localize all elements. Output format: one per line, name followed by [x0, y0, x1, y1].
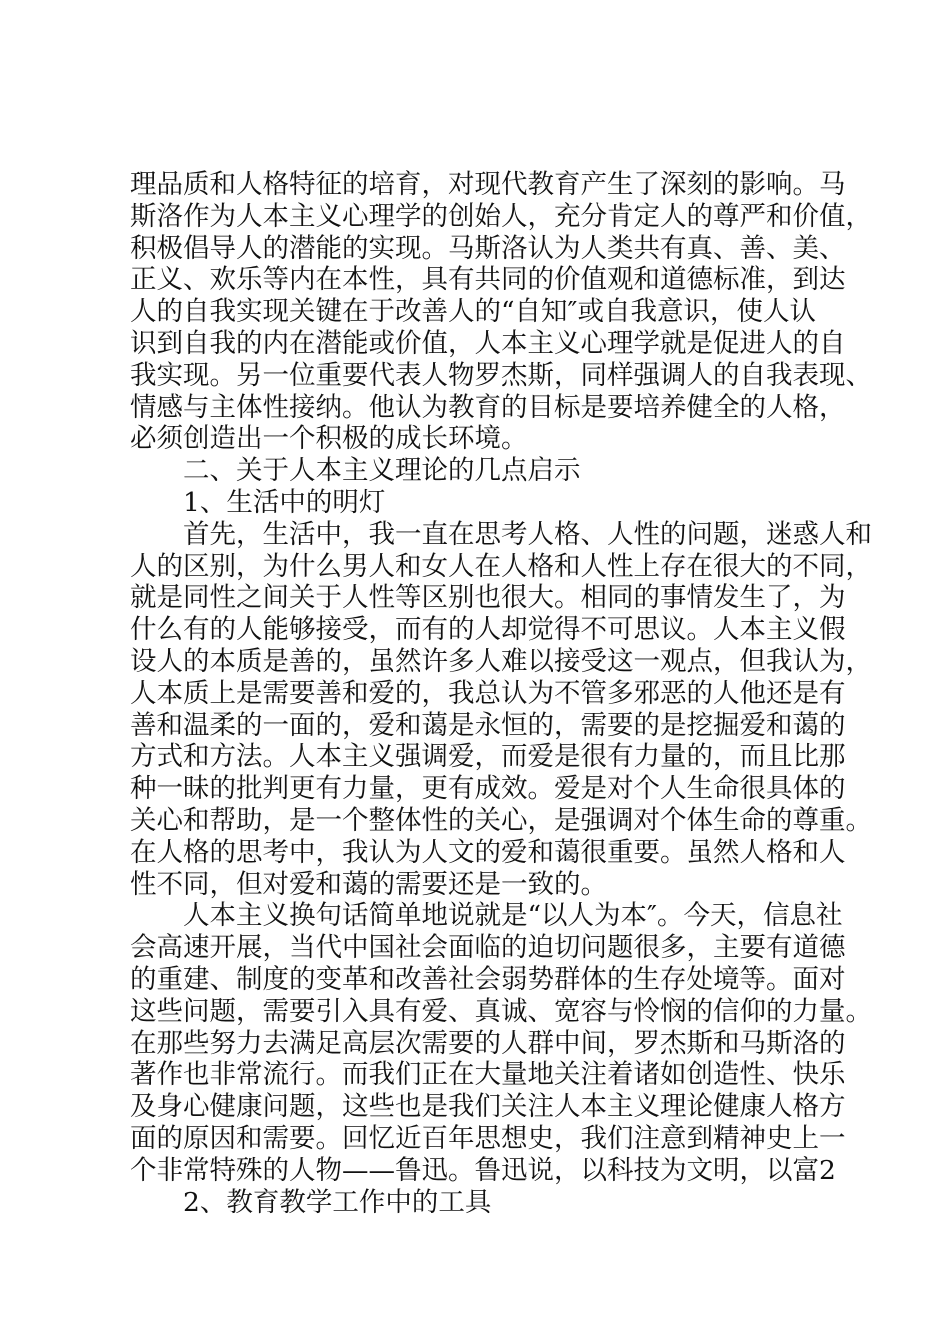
- text-line: 2、教育教学工作中的工具: [183, 1186, 492, 1218]
- text-line: 就是同性之间关于人性等区别也很大。相同的事情发生了，为: [130, 582, 846, 614]
- text-line: 我实现。另一位重要代表人物罗杰斯，同样强调人的自我表现、: [130, 359, 872, 391]
- text-line: 个非常特殊的人物——鲁迅。鲁迅说，以科技为文明，以富2: [130, 1154, 836, 1186]
- text-line: 首先，生活中，我一直在思考人格、人性的问题，迷惑人和: [183, 518, 872, 550]
- text-line: 识到自我的内在潜能或价值，人本主义心理学就是促进人的自: [130, 327, 846, 359]
- text-line: 人的自我实现关键在于改善人的“自知″或自我意识，使人认: [130, 296, 816, 328]
- text-line: 正义、欢乐等内在本性，具有共同的价值观和道德标准，到达: [130, 264, 846, 296]
- text-line: 这些问题，需要引入具有爱、真诚、宽容与怜悯的信仰的力量。: [130, 995, 872, 1027]
- text-line: 人本质上是需要善和爱的，我总认为不管多邪恶的人他还是有: [130, 677, 846, 709]
- text-line: 关心和帮助，是一个整体性的关心，是强调对个体生命的尊重。: [130, 804, 872, 836]
- text-line: 在那些努力去满足高层次需要的人群中间，罗杰斯和马斯洛的: [130, 1027, 846, 1059]
- text-line: 斯洛作为人本主义心理学的创始人，充分肯定人的尊严和价值，: [130, 200, 872, 232]
- text-line: 人的区别，为什么男人和女人在人格和人性上存在很大的不同，: [130, 550, 872, 582]
- text-line: 设人的本质是善的，虽然许多人难以接受这一观点，但我认为，: [130, 645, 872, 677]
- document-page: [130, 169, 872, 1218]
- text-line: 人本主义换句话简单地说就是“以人为本″。今天，信息社: [183, 900, 843, 932]
- text-line: 及身心健康问题，这些也是我们关注人本主义理论健康人格方: [130, 1091, 846, 1123]
- text-line: 1、生活中的明灯: [183, 486, 386, 518]
- text-line: 会高速开展，当代中国社会面临的迫切问题很多，主要有道德: [130, 932, 846, 964]
- text-line: 种一昧的批判更有力量，更有成效。爱是对个人生命很具体的: [130, 773, 846, 805]
- text-line: 必须创造出一个积极的成长环境。: [130, 423, 528, 455]
- text-line: 什么有的人能够接受，而有的人却觉得不可思议。人本主义假: [130, 614, 846, 646]
- text-line: 善和温柔的一面的，爱和蔼是永恒的，需要的是挖掘爱和蔼的: [130, 709, 846, 741]
- text-line: 理品质和人格特征的培育，对现代教育产生了深刻的影响。马: [130, 169, 846, 200]
- text-line: 积极倡导人的潜能的实现。马斯洛认为人类共有真、善、美、: [130, 232, 846, 264]
- text-line: 著作也非常流行。而我们正在大量地关注着诸如创造性、快乐: [130, 1059, 846, 1091]
- text-line: 二、关于人本主义理论的几点启示: [183, 455, 581, 487]
- text-line: 方式和方法。人本主义强调爱，而爱是很有力量的，而且比那: [130, 741, 846, 773]
- text-line: 面的原因和需要。回忆近百年思想史，我们注意到精神史上一: [130, 1122, 846, 1154]
- text-line: 在人格的思考中，我认为人文的爱和蔼很重要。虽然人格和人: [130, 836, 846, 868]
- text-line: 情感与主体性接纳。他认为教育的目标是要培养健全的人格，: [130, 391, 846, 423]
- text-line: 性不同，但对爱和蔼的需要还是一致的。: [130, 868, 607, 900]
- text-line: 的重建、制度的变革和改善社会弱势群体的生存处境等。面对: [130, 963, 846, 995]
